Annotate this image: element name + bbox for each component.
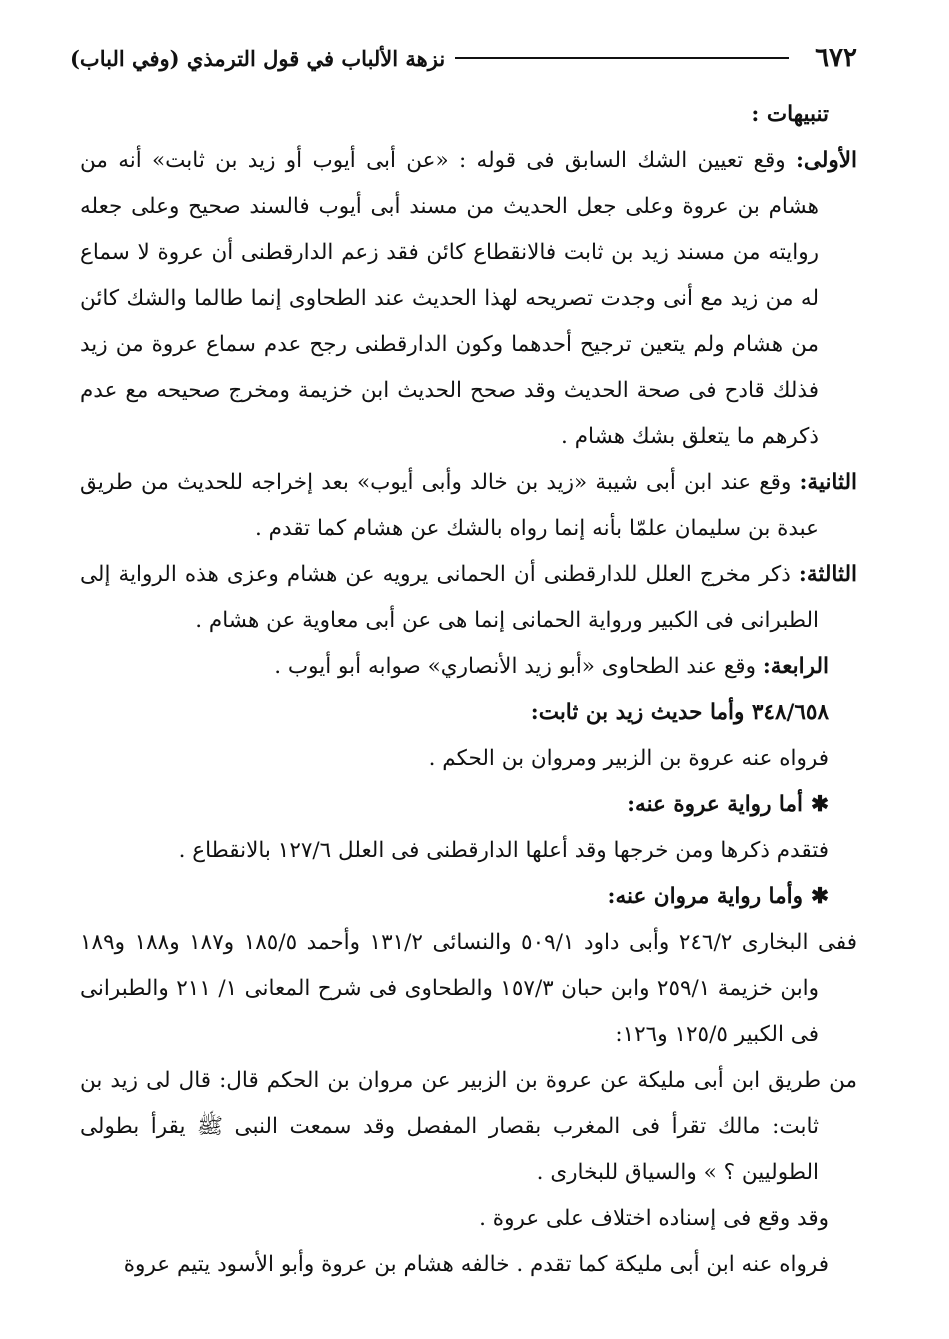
note-text: وقع عند الطحاوى «أبو زيد الأنصاري» صوابه أبو أيوب . xyxy=(274,654,763,679)
subheading-urwa xyxy=(80,782,857,828)
note-label: الثالثة: xyxy=(798,562,857,587)
note-label: الأولى: xyxy=(795,148,857,173)
entry-intro: فرواه عنه عروة بن الزبير ومروان بن الحكم . xyxy=(428,746,829,771)
page-header xyxy=(70,38,857,78)
marwan-hadith: من طريق ابن أبى مليكة عن عروة بن الزبير عن مروان بن الحكم قال: قال لى زيد بن ثابت: مالك تقرأ فى المغرب بقصار المفصل وقد سمعت النبى ﷺ يقرأ بطولى الطوليين ؟ » والسياق للبخارى . xyxy=(80,1068,857,1185)
note-text: وقع عند ابن أبى شيبة «زيد بن خالد وأبى أيوب» بعد إخراجه للحديث من طريق عبدة بن سليمان علمّا بأنه إنما رواه بالشك عن هشام كما تقدم . xyxy=(80,470,819,541)
note-fourth xyxy=(80,644,857,690)
note-text: ذكر مخرج العلل للدارقطنى أن الحمانى يرويه عن هشام وعزى هذه الرواية إلى الطبرانى فى الكبير ورواية الحمانى إنما هى عن أبى معاوية عن هشام . xyxy=(80,562,819,633)
star-icon: ✱ xyxy=(810,792,829,817)
note-second xyxy=(80,460,857,552)
header-rule xyxy=(455,57,789,59)
subheading-text: أما رواية عروة عنه: xyxy=(627,792,803,817)
star-icon: ✱ xyxy=(810,884,829,909)
entry-heading: ٣٤٨/٦٥٨ وأما حديث زيد بن ثابت: xyxy=(530,700,829,725)
section-heading: تنبيهات : xyxy=(751,102,829,127)
note-label: الرابعة: xyxy=(762,654,829,679)
note-label: الثانية: xyxy=(799,470,857,495)
note-text: وقع تعيين الشك السابق فى قوله : «عن أبى أيوب أو زيد بن ثابت» أنه من هشام بن عروة وعلى جعل الحديث من مسند أبى أيوب فالسند صحيح وعلى جعله روايته من مسند زيد بن ثابت فالانقطاع كائن فقد زعم الدارقطنى أن عروة لا سماع له من زيد مع أنى وجدت تصريحه لهذا الحديث عند الطحاوى إنما طالما والشك كائن من هشام ولم يتعين ترجيح أحدهما وكون الدارقطنى رجح عدم سماع عروة من زيد فذلك قادح فى صحة الحديث وقد صحح الحديث ابن خزيمة ومخرج صحيحه مع عدم ذكرهم ما يتعلق بشك هشام . xyxy=(80,148,819,449)
subheading-text: وأما رواية مروان عنه: xyxy=(607,884,803,909)
marwan-sources: ففى البخارى ٢٤٦/٢ وأبى داود ٥٠٩/١ والنسائى ١٣١/٢ وأحمد ١٨٥/٥ و١٨٧ و١٨٨ و١٨٩ وابن خزيمة ٢٥٩/١ وابن حبان ١٥٧/٣ والطحاوى فى شرح المعانى ١/ ٢١١ والطبرانى فى الكبير ١٢٥/٥ و١٢٦: xyxy=(80,930,858,1047)
isnad-difference: وقد وقع فى إسناده اختلاف على عروة . xyxy=(479,1206,829,1231)
page-number: ٦٧٢ xyxy=(815,43,857,73)
urwa-text: فتقدم ذكرها ومن خرجها وقد أعلها الدارقطنى فى العلل ١٢٧/٦ بالانقطاع . xyxy=(178,838,829,863)
last-line: فرواه عنه ابن أبى مليكة كما تقدم . خالفه هشام بن عروة وأبو الأسود يتيم عروة xyxy=(123,1252,829,1277)
note-third xyxy=(80,552,857,644)
subheading-marwan xyxy=(80,874,857,920)
running-title: نزهة الألباب في قول الترمذي (وفي الباب) xyxy=(70,45,446,71)
page-body xyxy=(80,92,857,1288)
note-first xyxy=(80,138,857,460)
